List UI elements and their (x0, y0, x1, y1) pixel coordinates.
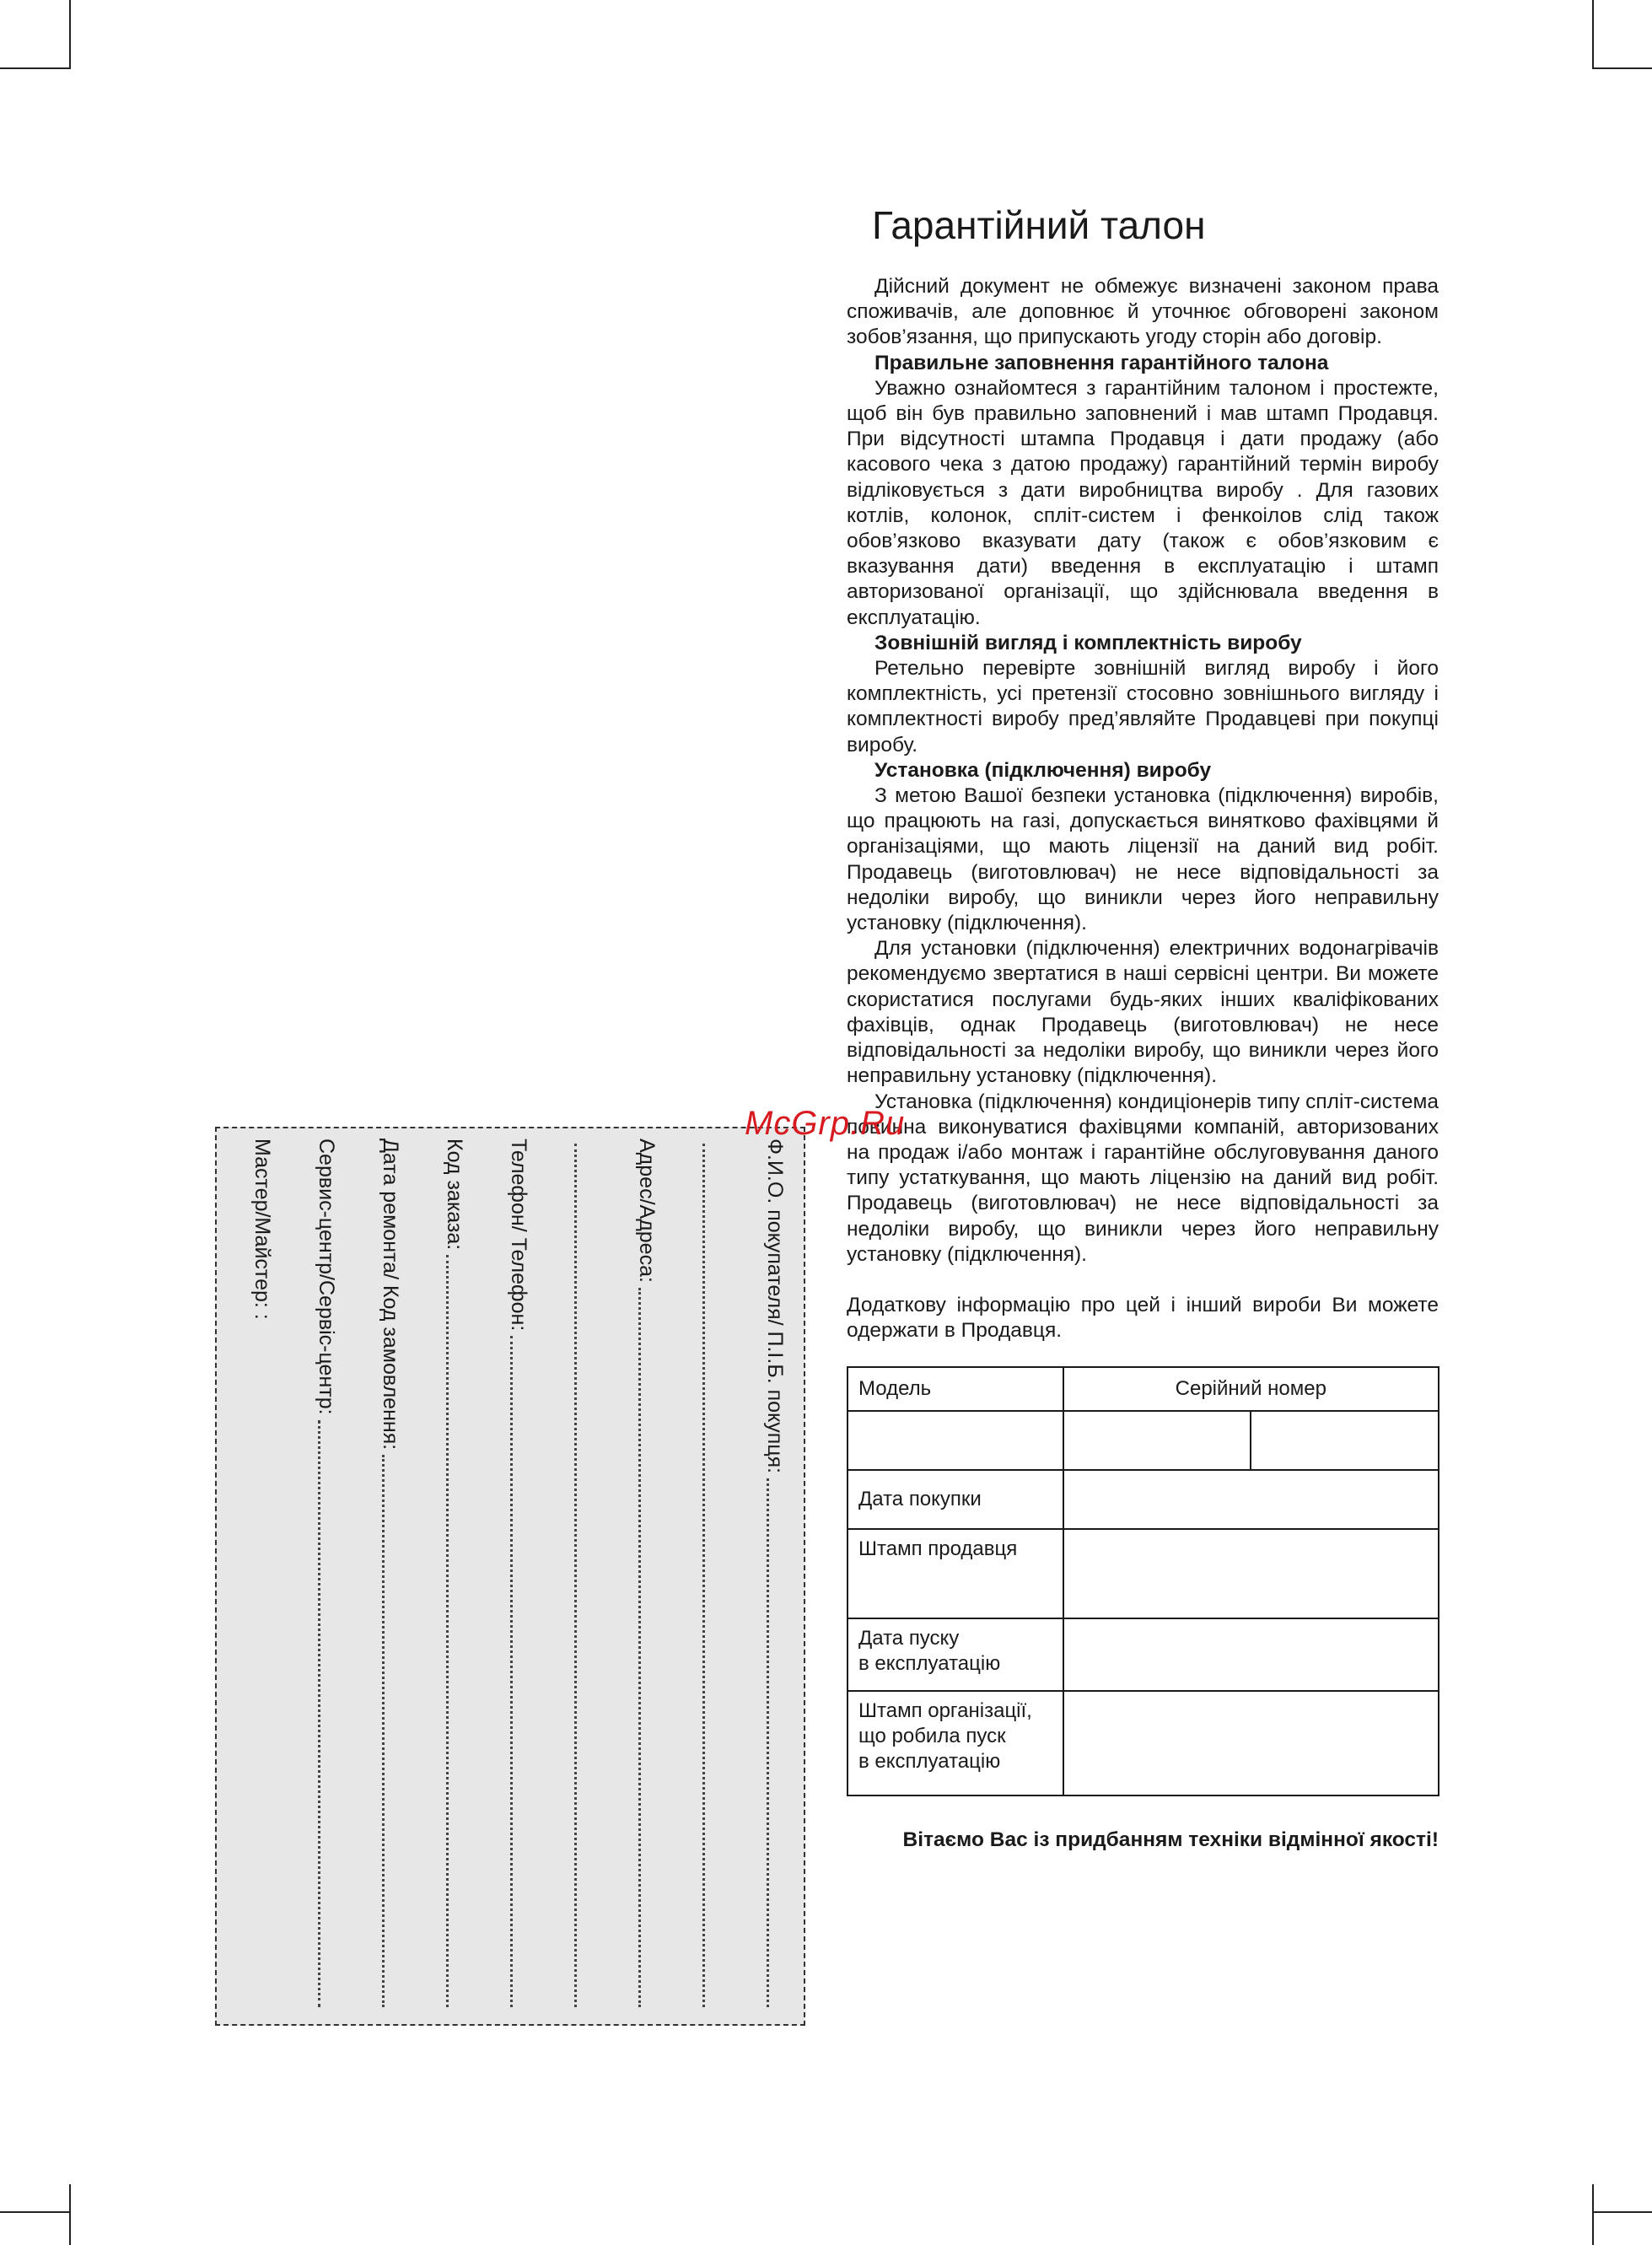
crop-mark (0, 2211, 69, 2213)
org-stamp-cell[interactable] (1063, 1691, 1439, 1795)
crop-mark (1594, 67, 1652, 69)
label-line: Штамп організації, (858, 1699, 1032, 1722)
coupon-field-label: Мастер/Майстер: : (250, 1139, 274, 1320)
section-heading: Установка (підключення) виробу (874, 758, 1212, 782)
coupon-field-address[interactable] (631, 1139, 665, 2007)
start-date-cell[interactable] (1063, 1618, 1439, 1691)
crop-mark (1592, 2184, 1594, 2245)
crop-mark (0, 67, 69, 69)
label-line: Дата пуску (858, 1627, 960, 1650)
model-header: Модель (848, 1367, 1063, 1411)
coupon-field-phone[interactable] (503, 1139, 536, 2007)
crop-mark (69, 2184, 71, 2245)
section-heading: Правильне заповнення гарантійного талона (874, 351, 1329, 374)
seller-stamp-cell[interactable] (1063, 1529, 1439, 1618)
tear-off-coupon (215, 1127, 805, 2026)
serial-cell[interactable] (1251, 1411, 1439, 1470)
coupon-field-label: Телефон/ Телефон: (507, 1139, 530, 1332)
coupon-field-buyer-name[interactable] (759, 1139, 793, 2007)
section-paragraph: Ретельно перевірте зовнішній вигляд виробу і його комплектність, усі претензії стосовно зовнішнього вигляду і комплектності виробу пред’являйте Продавцеві при покупці виробу. (847, 657, 1439, 756)
coupon-field-label: Сервис-центр/Сервіс-центр: (315, 1139, 338, 1415)
coupon-field-service-center[interactable] (310, 1139, 344, 2007)
section-paragraph: Уважно ознайомтеся з гарантійним талоном і простежте, щоб він був правильно заповнений і мав штамп Продавця. При відсутності штампа Продавця і дати продажу (або касового чека з датою продажу) гарантійний термін виробу відліковується з дати виробництва виробу . Для газових котлів, колонок, спліт-систем і фенкоілов слід також обов’язково вказувати дату (також є обов’язковим є вказування дати) введення в експлуатацію і штамп авторизованої організації, що здійснювала введення в експлуатацію. (847, 376, 1439, 629)
label-line: що робила пуск (858, 1725, 1006, 1747)
section-heading: Зовнішній вигляд і комплектність виробу (874, 631, 1302, 654)
warranty-text (847, 274, 1439, 1343)
crop-mark (1594, 2211, 1652, 2213)
model-cell[interactable] (848, 1411, 1063, 1470)
label-line: в експлуатацію (858, 1652, 1001, 1675)
start-date-label (848, 1618, 1063, 1691)
crop-mark (69, 0, 71, 69)
coupon-field-order-code[interactable] (439, 1139, 472, 2007)
intro-paragraph: Дійсний документ не обмежує визначені законом права споживачів, але доповнює й уточнює обговорені законом зобов’язання, що припускають угоду сторін або договір. (847, 275, 1439, 349)
org-stamp-label (848, 1691, 1063, 1795)
coupon-field-label: Код заказа: (443, 1139, 466, 1251)
coupon-field-label: Адрес/Адреса: (635, 1139, 659, 1283)
closing-line: Вітаємо Вас із придбанням техніки відмінної якості! (902, 1828, 1439, 1851)
coupon-field-label: Ф.И.О. покупателя/ П.І.Б. покупця: (763, 1139, 787, 1474)
serial-header: Серійний номер (1063, 1367, 1439, 1411)
crop-mark (1592, 0, 1594, 69)
coupon-field-blank-line[interactable] (695, 1139, 729, 2007)
warranty-table (847, 1366, 1439, 1796)
section-paragraph: Для установки (підключення) електричних водонагрівачів рекомендуємо звертатися в наші сервісні центри. Ви можете скористатися послугами будь-яких інших кваліфікованих фахівців, однак Продавець (виготовлювач) не несе відповідальності за недоліки виробу, що виникли через його неправильну установку (підключення). (847, 937, 1439, 1088)
coupon-field-label: Дата ремонта/ Код замовлення: (379, 1139, 402, 1451)
coupon-field-blank-line[interactable] (567, 1139, 600, 2007)
page-title: Гарантійний талон (872, 203, 1206, 247)
seller-stamp-label: Штамп продавця (848, 1529, 1063, 1618)
section-paragraph: Установка (підключення) кондиціонерів типу спліт-система повинна виконуватися фахівцями компаній, авторизованих на продаж і/або монтаж і гарантійне обслуговування даного типу устаткування, що мають ліцензію на даний вид робіт. Продавець (виготовлювач) не несе відповідальності за недоліки виробу, що виникли через його неправильну установку (підключення). (847, 1090, 1439, 1266)
coupon-field-repair-date[interactable] (374, 1139, 408, 2007)
coupon-field-master[interactable] (246, 1139, 280, 1320)
serial-cell[interactable] (1063, 1411, 1251, 1470)
purchase-date-cell[interactable] (1063, 1470, 1439, 1529)
section-paragraph: З метою Вашої безпеки установка (підключення) виробів, що працюють на газі, допускається винятково фахівцями й організаціями, що мають ліцензії на даний вид робіт. Продавець (виготовлювач) не несе відповідальності за недоліки виробу, що виникли через його неправильну установку (підключення). (847, 784, 1439, 935)
watermark: McGrp.Ru (745, 1105, 906, 1142)
label-line: в експлуатацію (858, 1750, 1001, 1773)
purchase-date-label: Дата покупки (848, 1470, 1063, 1529)
additional-info: Додаткову інформацію про цей і інший вироби Ви можете одержати в Продавця. (847, 1293, 1439, 1343)
